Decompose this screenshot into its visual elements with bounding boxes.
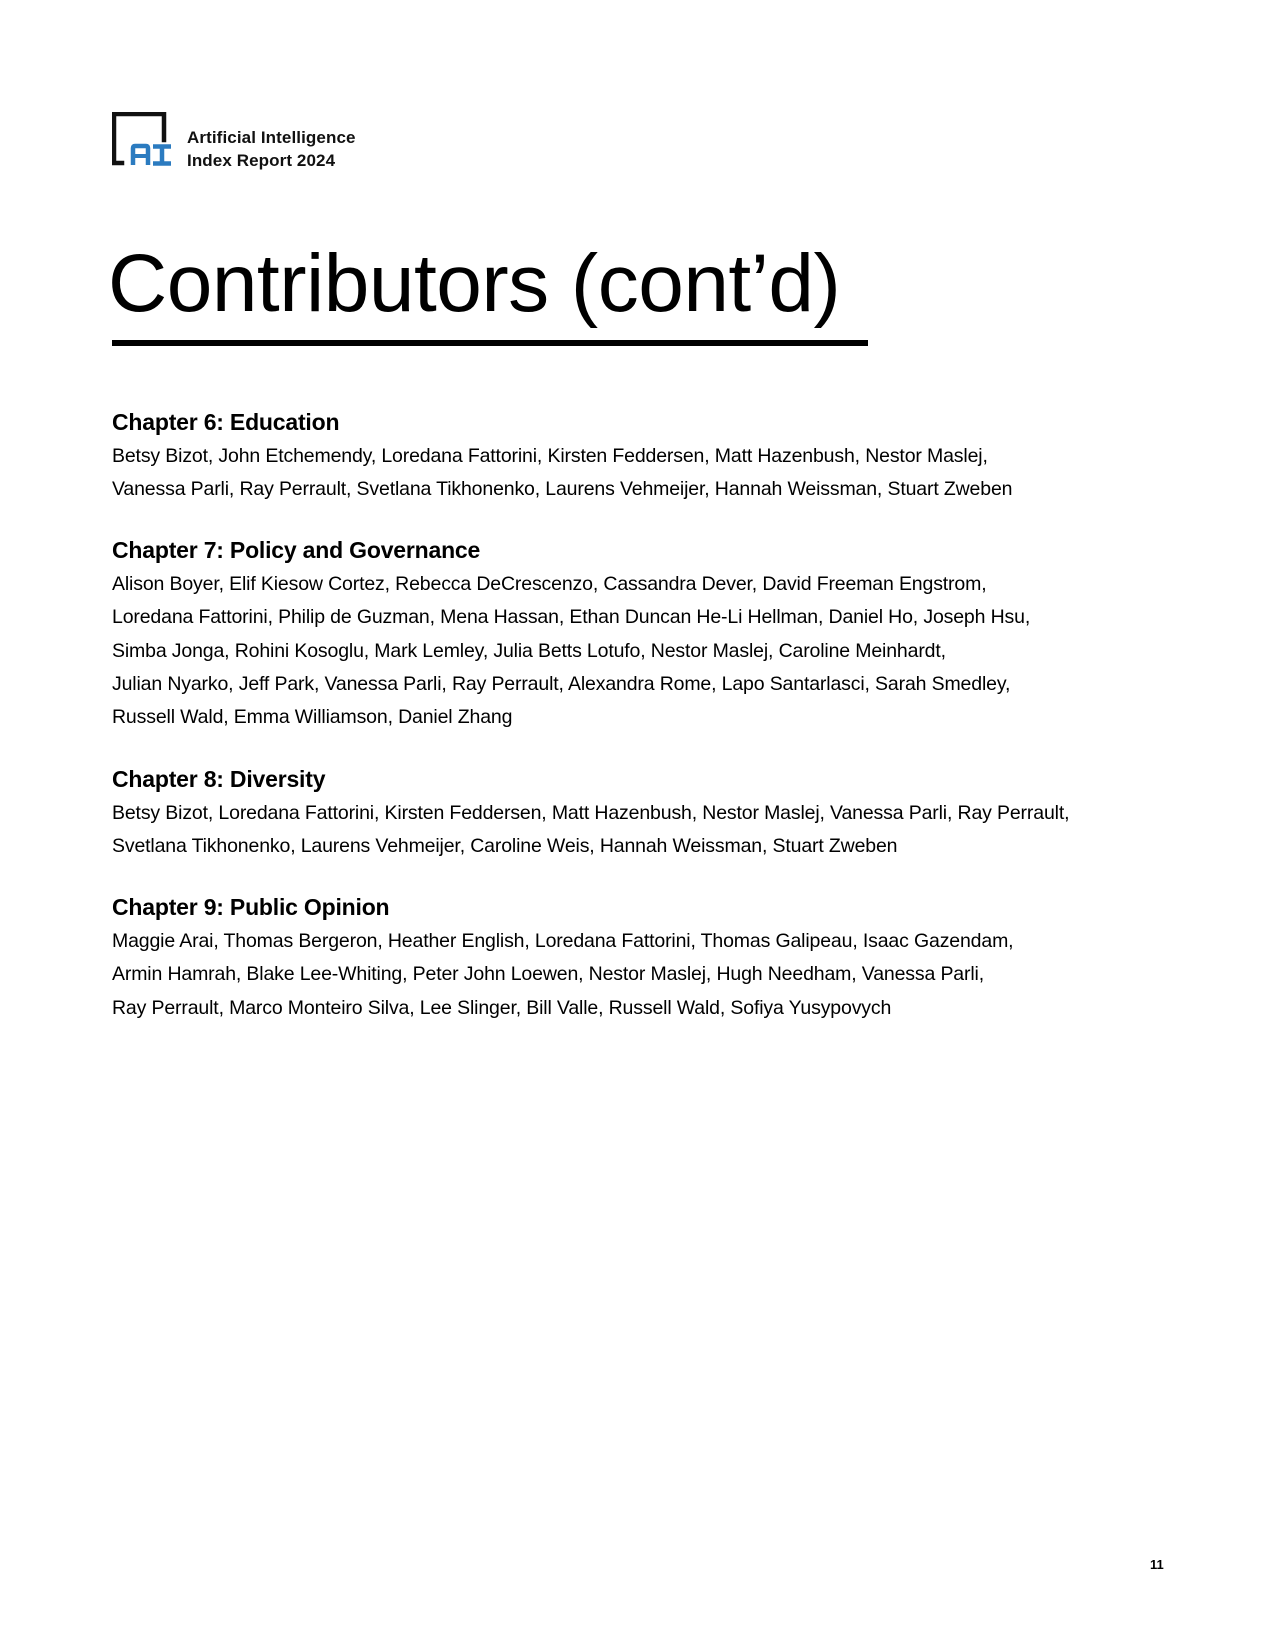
section-heading: Chapter 7: Policy and Governance [112,537,481,563]
section-heading: Chapter 9: Public Opinion [112,894,390,920]
contributor-list [112,797,1192,864]
contributor-line: Betsy Bizot, Loredana Fattorini, Kirsten Feddersen, Matt Hazenbush, Nestor Maslej, Vanessa Parli, Ray Perrault, [112,802,1070,824]
contributor-line: Simba Jonga, Rohini Kosoglu, Mark Lemley, Julia Betts Lotufo, Nestor Maslej, Caroline Meinhardt, [112,639,946,662]
section-chapter-7 [112,536,1192,734]
contributor-line: Alison Boyer, Elif Kiesow Cortez, Rebecca DeCrescenzo, Cassandra Dever, David Freeman Engstrom, [112,573,987,595]
page-title: Contributors (cont’d) [108,238,841,329]
contributor-list [112,568,1192,734]
section-heading: Chapter 6: Education [112,409,340,435]
contributor-line: Maggie Arai, Thomas Bergeron, Heather English, Loredana Fattorini, Thomas Galipeau, Isaac Gazendam, [112,930,1014,952]
brand-line-1: Artificial Intelligence [187,128,356,147]
contributor-list [112,440,1192,507]
contributor-line: Ray Perrault, Marco Monteiro Silva, Lee Slinger, Bill Valle, Russell Wald, Sofiya Yusypovych [112,996,892,1019]
title-underline [112,340,868,346]
brand-line-2: Index Report 2024 [187,151,336,170]
section-heading: Chapter 8: Diversity [112,766,326,792]
contributor-line: Betsy Bizot, John Etchemendy, Loredana Fattorini, Kirsten Feddersen, Matt Hazenbush, Nestor Maslej, [112,445,988,467]
section-chapter-9 [112,893,1192,1025]
report-brand [187,126,356,172]
section-chapter-8 [112,765,1192,864]
contributor-line: Loredana Fattorini, Philip de Guzman, Mena Hassan, Ethan Duncan He-Li Hellman, Daniel Ho, Joseph Hsu, [112,606,1031,629]
contributor-line: Julian Nyarko, Jeff Park, Vanessa Parli, Ray Perrault, Alexandra Rome, Lapo Santarlasci, Sarah Smedley, [112,672,1011,695]
contributor-line: Svetlana Tikhonenko, Laurens Vehmeijer, Caroline Weis, Hannah Weissman, Stuart Zweben [112,835,898,858]
contributor-list [112,925,1192,1025]
ai-index-logo-icon [112,112,174,168]
contributor-line: Vanessa Parli, Ray Perrault, Svetlana Tikhonenko, Laurens Vehmeijer, Hannah Weissman, Stuart Zweben [112,478,1013,501]
section-chapter-6 [112,408,1192,507]
page-number: 11 [1150,1557,1164,1572]
contributor-line: Armin Hamrah, Blake Lee-Whiting, Peter John Loewen, Nestor Maslej, Hugh Needham, Vanessa Parli, [112,963,984,986]
contributor-line: Russell Wald, Emma Williamson, Daniel Zhang [112,706,513,729]
